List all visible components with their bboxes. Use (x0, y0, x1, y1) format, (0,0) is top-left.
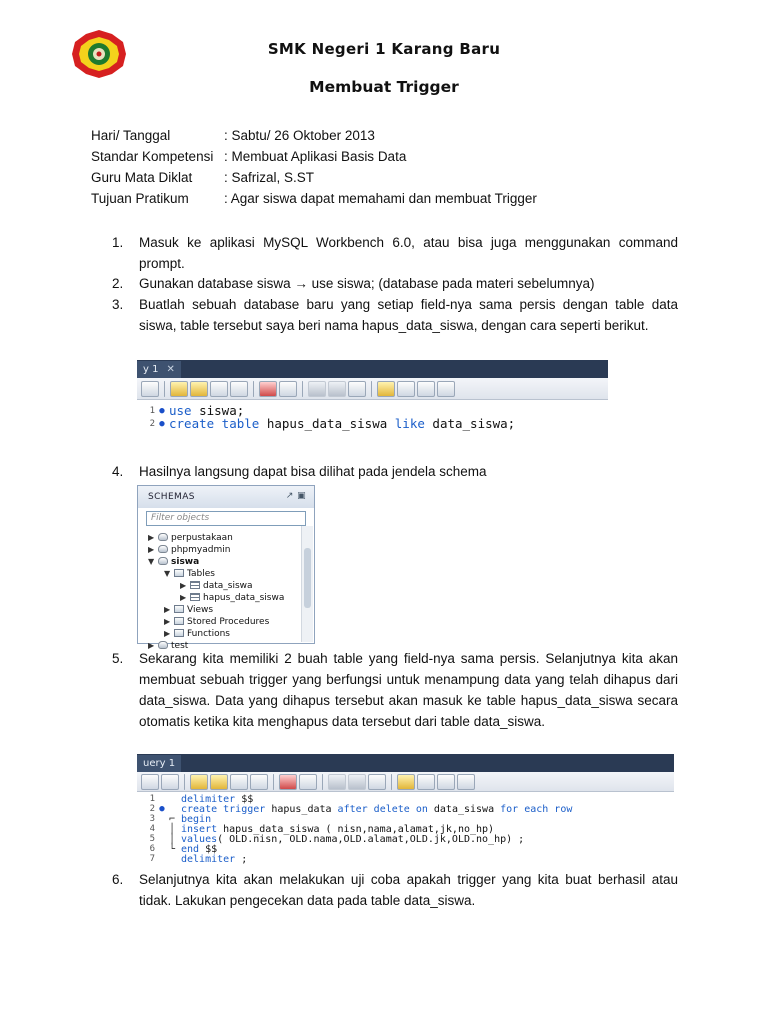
step-text: Hasilnya langsung dapat bisa dilihat pada jendela schema (139, 464, 487, 479)
wrap-icon[interactable] (457, 774, 475, 790)
folder-icon (174, 569, 184, 577)
step-number: 6. (112, 872, 124, 887)
meta-row-teacher (91, 170, 537, 191)
stop-icon[interactable] (230, 381, 248, 397)
code-line: 4 │ insert hapus_data_siswa ( nisn,nama,alamat,jk,no_hp) (149, 823, 495, 835)
step-number: 3. (112, 297, 124, 312)
code-line: 1 delimiter $$ (149, 793, 254, 805)
find-icon[interactable] (397, 381, 415, 397)
database-icon (158, 545, 168, 553)
tree-node[interactable]: ▶ perpustakaan (148, 533, 233, 543)
beautify-icon[interactable] (397, 774, 415, 790)
rollback-icon[interactable] (348, 774, 366, 790)
expand-arrow-icon: ▶ (148, 533, 155, 542)
execute-icon[interactable] (170, 381, 188, 397)
folder-icon (174, 629, 184, 637)
folder-icon (174, 605, 184, 613)
toggle-error-icon[interactable] (259, 381, 277, 397)
tree-node[interactable]: ▶ phpmyadmin (148, 545, 231, 555)
school-name: SMK Negeri 1 Karang Baru (267, 40, 501, 58)
beautify-icon[interactable] (377, 381, 395, 397)
code-line: 2 ● create table hapus_data_siswa like data_siswa; (149, 416, 516, 431)
table-icon (190, 593, 200, 601)
expand-arrow-icon: ▶ (148, 641, 155, 650)
step-4 (112, 461, 678, 482)
step-2 (112, 273, 678, 294)
editor-toolbar (137, 772, 674, 792)
query-tab[interactable]: y 1 ✕ (137, 361, 181, 378)
page-title: Membuat Trigger (309, 78, 459, 96)
step-text: Buatlah sebuah database baru yang setiap field-nya sama persis dengan table data siswa, table tersebut saya beri nama hapus_data_siswa, dengan cara seperti berikut. (139, 297, 678, 333)
expand-arrow-icon: ▶ (180, 581, 187, 590)
editor-tabbar (137, 754, 674, 772)
scrollbar[interactable] (301, 526, 313, 642)
meta-value: : Safrizal, S.ST (224, 170, 315, 185)
meta-row-goal (91, 191, 537, 212)
step-number: 2. (112, 276, 124, 291)
step-text: Sekarang kita memiliki 2 buah table yang field-nya sama persis. Selanjutnya kita akan membuat sebuah trigger yang berfungsi untuk menampung data yang telah dihapus dari data_siswa. Data yang dihapus tersebut akan masuk ke table hapus_data_siswa secara otomatis ketika kita menghapus data tersebut dari table data_siswa. (139, 651, 678, 729)
tree-node[interactable]: ▶ Views (164, 605, 214, 615)
collapse-arrow-icon: ▼ (164, 569, 171, 578)
schema-header: SCHEMAS ↗ ▣ (138, 486, 314, 508)
meta-value: : Sabtu/ 26 Oktober 2013 (224, 128, 375, 143)
tree-node[interactable]: ▶ Functions (164, 629, 230, 639)
expand-arrow-icon: ▶ (164, 629, 171, 638)
scrollbar-thumb[interactable] (304, 548, 311, 608)
filter-input[interactable]: Filter objects (146, 511, 306, 526)
meta-label: Tujuan Pratikum (91, 191, 189, 206)
folder-icon (174, 617, 184, 625)
execute-icon[interactable] (190, 774, 208, 790)
code-screenshot-1 (137, 360, 608, 439)
meta-label: Guru Mata Diklat (91, 170, 193, 185)
commit-icon[interactable] (328, 774, 346, 790)
grid-icon[interactable] (279, 381, 297, 397)
code-line: 7 delimiter ; (149, 853, 248, 865)
database-icon (158, 533, 168, 541)
meta-value: : Membuat Aplikasi Basis Data (224, 149, 407, 164)
step-1 (112, 232, 678, 274)
invisible-chars-icon[interactable] (417, 381, 435, 397)
explain-icon[interactable] (210, 381, 228, 397)
grid-icon[interactable] (299, 774, 317, 790)
code-line: 5 │ values ( OLD.nisn, OLD.nama,OLD.alamat,OLD.jk,OLD.no_hp) ; (149, 833, 525, 845)
query-tab[interactable]: uery 1 (137, 755, 181, 772)
tree-node[interactable]: ▶ test (148, 641, 189, 651)
rollback-icon[interactable] (328, 381, 346, 397)
expand-arrow-icon: ▶ (164, 617, 171, 626)
expand-arrow-icon: ▶ (164, 605, 171, 614)
step-number: 4. (112, 464, 124, 479)
table-icon (190, 581, 200, 589)
step-3 (112, 294, 678, 336)
meta-row-date (91, 128, 537, 149)
step-6 (112, 869, 678, 911)
explain-icon[interactable] (230, 774, 248, 790)
step-text: Gunakan database siswa → use siswa; (database pada materi sebelumnya) (139, 276, 595, 291)
meta-value: : Agar siswa dapat memahami dan membuat Trigger (224, 191, 537, 206)
meta-row-competence (91, 149, 537, 170)
invisible-chars-icon[interactable] (437, 774, 455, 790)
panel-controls-icon[interactable]: ↗ ▣ (285, 491, 306, 501)
step-text: Masuk ke aplikasi MySQL Workbench 6.0, atau bisa juga menggunakan command prompt. (139, 235, 678, 271)
autocommit-icon[interactable] (368, 774, 386, 790)
code-line: 2 ● create trigger hapus_data after delete on data_siswa for each row (149, 803, 573, 815)
meta-info (91, 128, 537, 212)
autocommit-icon[interactable] (348, 381, 366, 397)
find-icon[interactable] (417, 774, 435, 790)
tree-node[interactable]: ▶ data_siswa (180, 581, 253, 591)
toggle-error-icon[interactable] (279, 774, 297, 790)
execute-current-icon[interactable] (210, 774, 228, 790)
commit-icon[interactable] (308, 381, 326, 397)
editor-toolbar (137, 378, 608, 400)
tree-node[interactable]: ▼ siswa (148, 557, 200, 567)
save-icon[interactable] (161, 774, 179, 790)
code-editor[interactable] (137, 792, 674, 864)
close-icon[interactable]: ✕ (166, 364, 175, 375)
code-line: 3 ⌐ begin (149, 813, 212, 825)
meta-label: Standar Kompetensi (91, 149, 214, 164)
tree-node[interactable]: ▼ Tables (164, 569, 215, 579)
collapse-arrow-icon: ▼ (148, 557, 155, 566)
execute-current-icon[interactable] (190, 381, 208, 397)
step-text: Selanjutnya kita akan melakukan uji coba apakah trigger yang kita buat berhasil atau tidak. Lakukan pengecekan data pada table data_siswa. (139, 872, 678, 908)
step-5 (112, 648, 678, 732)
wrap-icon[interactable] (437, 381, 455, 397)
open-icon[interactable] (141, 774, 159, 790)
editor-tabbar (137, 360, 608, 378)
database-icon (158, 557, 168, 565)
save-icon[interactable] (141, 381, 159, 397)
tree-node[interactable]: ▶ hapus_data_siswa (180, 593, 285, 603)
expand-arrow-icon: ▶ (148, 545, 155, 554)
code-editor[interactable] (137, 400, 608, 430)
schema-panel (137, 485, 315, 651)
code-line: 1 ● use siswa; (149, 403, 245, 418)
stop-icon[interactable] (250, 774, 268, 790)
tree-node[interactable]: ▶ Stored Procedures (164, 617, 270, 627)
code-line: 6 └ end $$ (149, 843, 218, 855)
code-screenshot-2 (137, 754, 674, 866)
meta-label: Hari/ Tanggal (91, 128, 171, 143)
expand-arrow-icon: ▶ (180, 593, 187, 602)
step-number: 1. (112, 235, 124, 250)
step-number: 5. (112, 651, 124, 666)
